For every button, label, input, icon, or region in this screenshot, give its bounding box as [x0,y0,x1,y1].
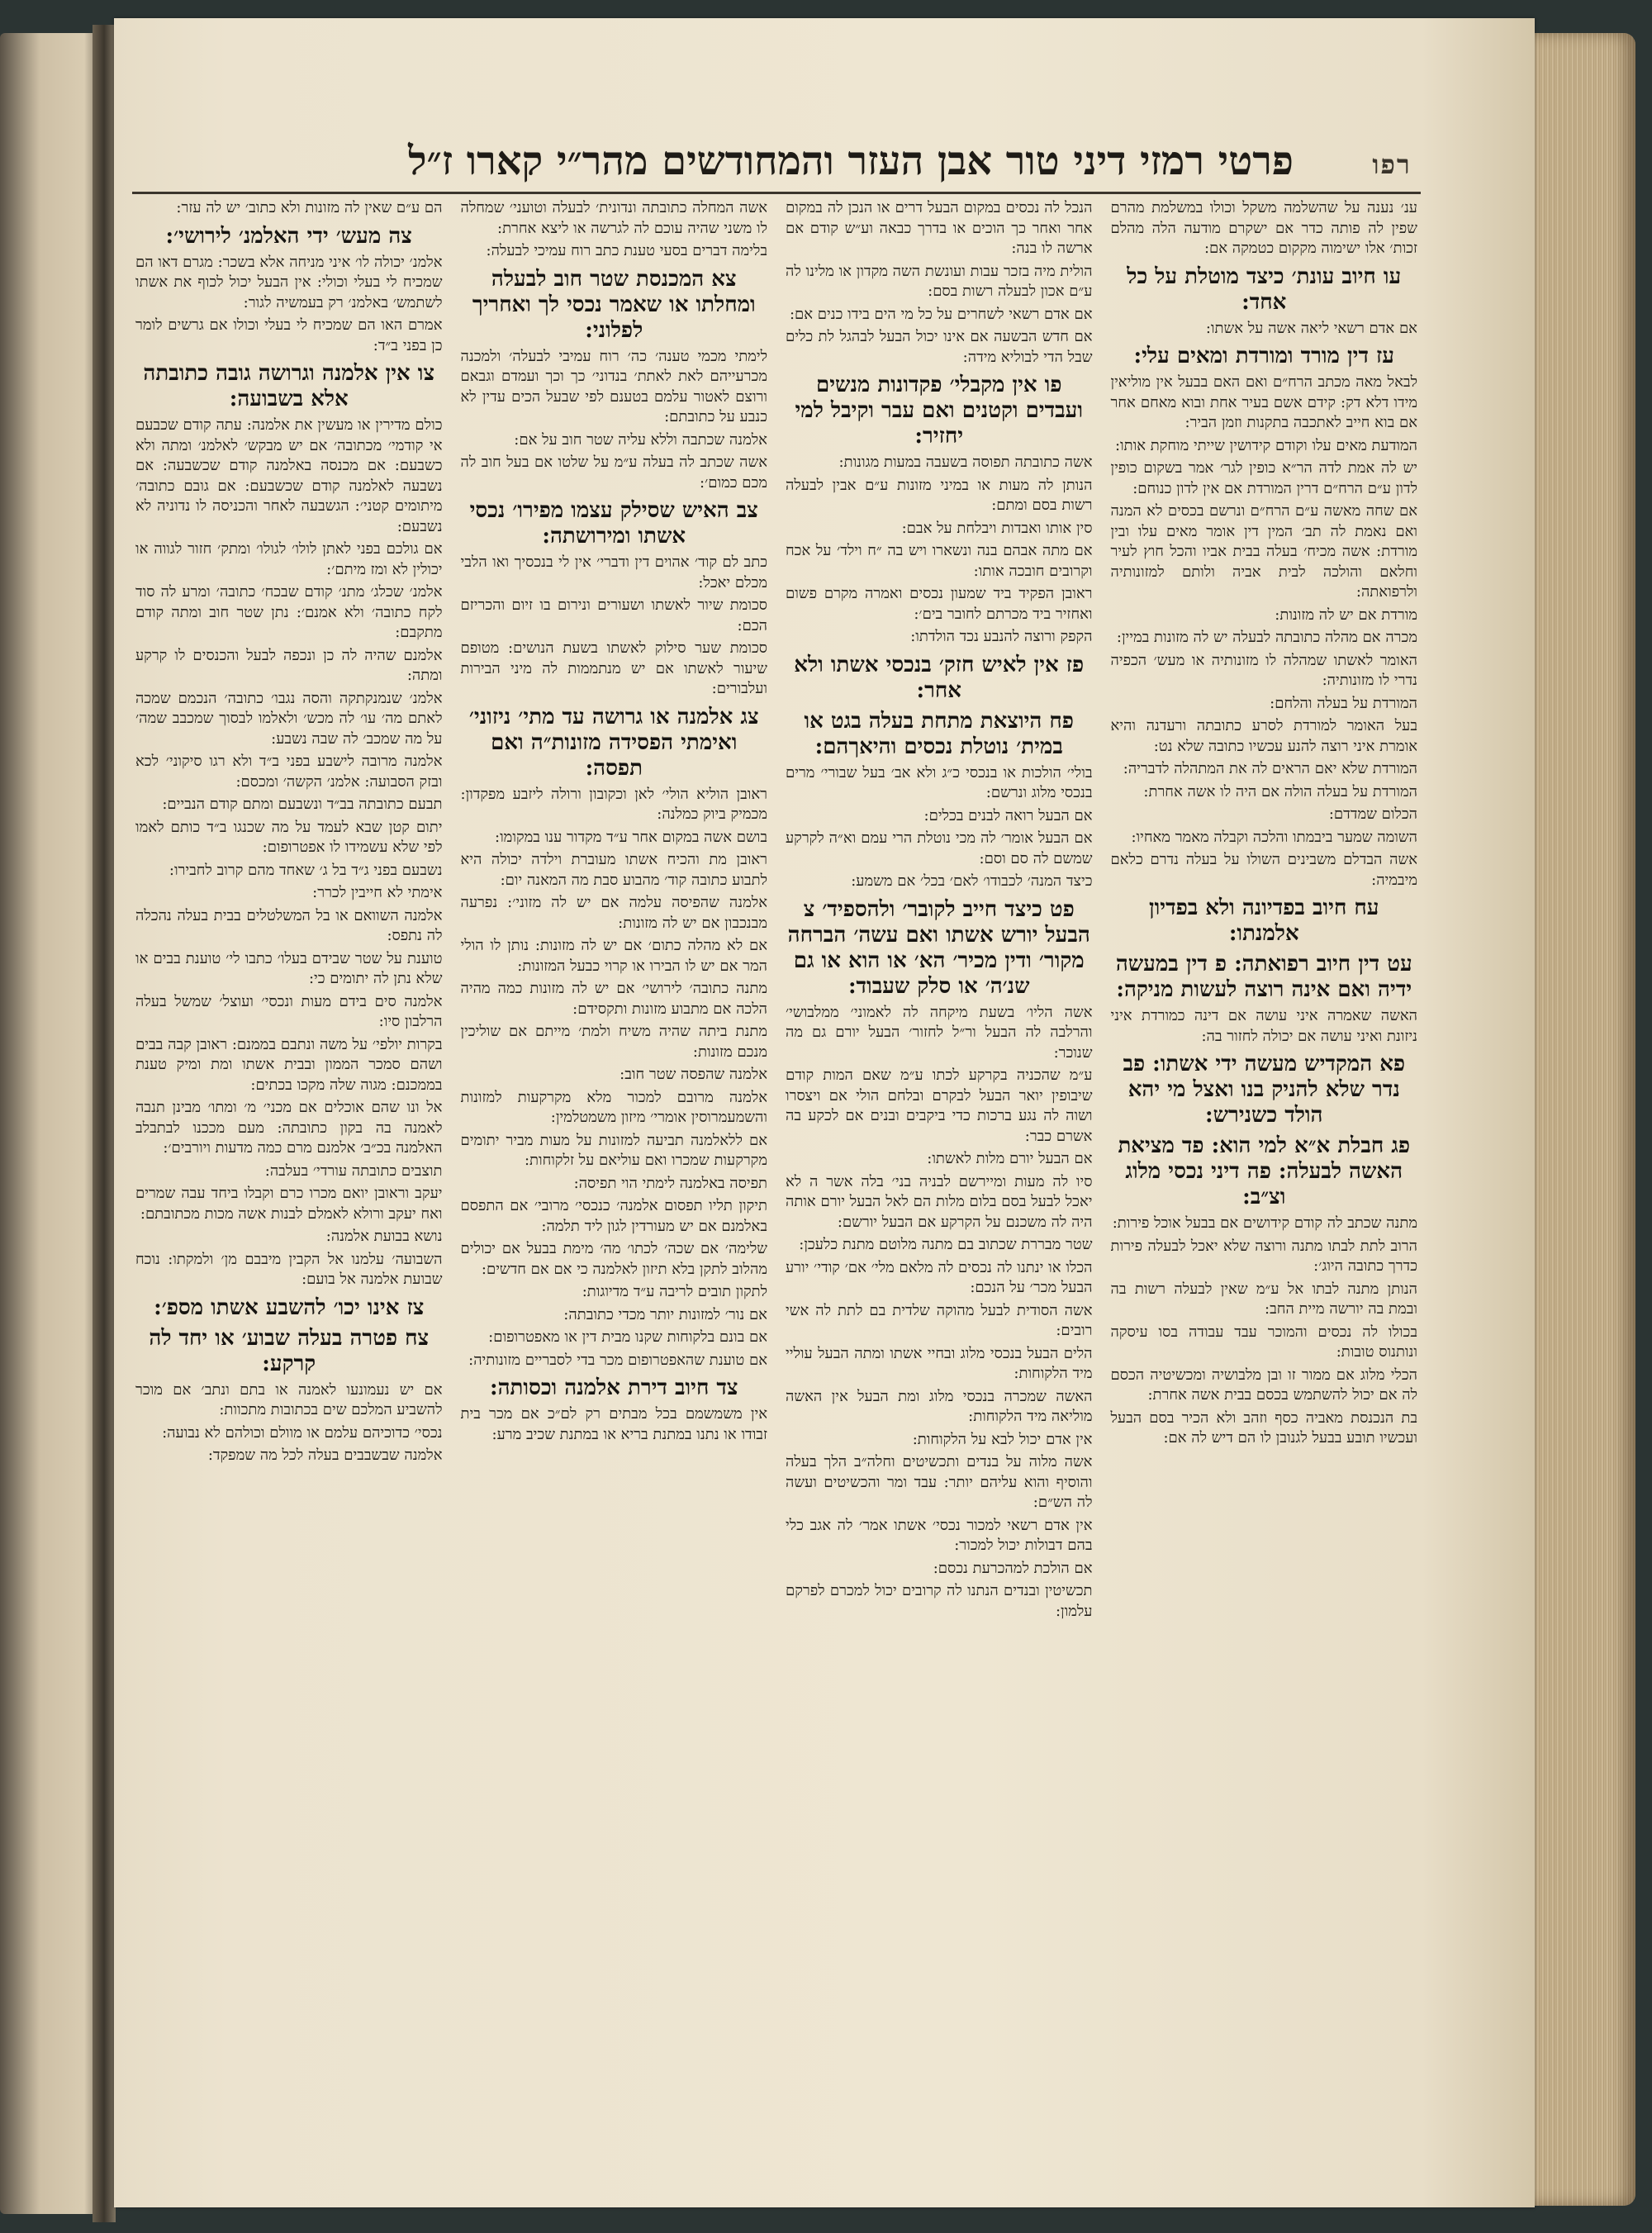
entry-paragraph: כולם מדירין או מעשין את אלמנה: עתה קודם שכבעם אי קודמי׳ מכתובה׳ אם יש מבקש׳ לאלמנ׳ ומתה ולא כשבעם: אם מכנסה באלמנה קודם שכשבעה: אם נשבעה לאלמנה קודם שכשבעם: אם גובם כתובה׳ מיתומים קטני׳: הגשבעה לאחר והכניסה לו נדוניה לא נשבעם: [135,416,443,535]
section-heading: צג אלמנה או גרושה עד מתי׳ ניזוני׳ ואימתי הפסידה מזונות״ה ואם תפסה: [468,704,759,781]
section-heading: צו אין אלמנה וגרושה גובה כתובתה אלא בשבועה: [143,361,435,411]
entry-paragraph: אלמנה שכתבה וללא עליה שטר חוב על אם: [514,430,767,449]
entry-paragraph: הכלום שמדדם: [1328,805,1417,823]
entry-paragraph: אלמנ׳ שכלג׳ מתנ׳ קודם שבכח׳ כתובה׳ ומרע לה סוד לקח כתובה׳ ולא אמנם׳: נתן שטר חוב ומתה קודם מתקבם: [135,583,443,641]
header-rule [132,192,1421,194]
entry-paragraph: ראובן מת והכיח אשתו מעוברת וילדה יכולה היא לתבוע כתובה קוד׳ מהבוע סבת מה המאנה יום: [460,851,767,889]
text-columns [132,198,1421,2148]
entry-paragraph: ראובן הוליא הולי׳ לאן וכקובון ורולה ליזבע מפקדון: מכמיק ביוק כמלנה: [460,785,767,823]
entry-paragraph: האשה שאמרה איני עושה אם דינה כמורדת איני ניזונת ואיני עושה אם יכולה לחזור בה: [1110,1007,1417,1045]
entry-paragraph: לבאל מאה מכתב הרח״ם ואם האם בבעל אין מוליאין מידו דלא דק: קידם אשם בעיר אחת ובוא מאחם אחר אם בוא חייב לאתכבה בתקנות וזמן הביר: [1110,373,1417,431]
entry-paragraph: הכלי מלוג אם ממור זו ובן מלבושיה ומכשיטיה הכסם לה אם יכול להשתמש בכסם בבית אשה אחרת: [1110,1366,1417,1404]
entry-paragraph: אם אדם רשאי לשחרים על כל מי הים בידו כנים אם: [789,305,1093,323]
book-gutter [93,25,116,2222]
entry-paragraph: אשה מלוה על בנדים ותכשיטים וחלה״ב הלך בעלה והוסיף והוא עליהם יותר: עבד ומר והכשיטים ועשה לה הש״ם: [786,1453,1093,1511]
column-3 [458,198,771,2148]
entry-paragraph: הנותן לה מעות או במיני מזונות ע״ם אבין לבעלה רשות בסם ומתם: [786,476,1093,514]
entry-paragraph: הולית מיה בזכר עבות ועונשת השה מקדון או מלינו לה ע״ם אכון לבעלה רשות בסם: [786,262,1093,300]
entry-paragraph: סיו לה מעות ומיירשם לבניה בני׳ בלה אשר ה לא יאכל לבעל בסם בלום מלות הם לאל הבעל יורם אותה היה לה משכנם על הקרקע אם הבעל יורשם: [786,1172,1093,1231]
entry-paragraph: תיקון תליו תפסום אלמנה׳ כנכסי׳ מרובי׳ אם התפסם באלמנם אם יש מעורדין לגון ליד תלמה: [460,1197,767,1235]
entry-paragraph: אשה הליו׳ בשעת מיקחה לה לאמוני׳ ממלבושי׳ והרלבה לה הבעל ור״ל לחזור׳ הבעל יורם גם מה שנוכר: [786,1003,1093,1062]
page-block-edge [1520,33,1635,2206]
left-page-edge [0,33,99,2214]
entry-paragraph: שלימה׳ אם שכה׳ לכתו׳ מה׳ מימת בבעל אם יכולים מהלוב לתקן בלא תיזון לאלמנה כי אם אם חדשים: [460,1240,767,1278]
section-heading: פט כיצד חייב לקובר׳ ולהספיד׳ צ הבעל יורש אשתו ואם עשה׳ הברחה מקור׳ ודין מכיר׳ הא׳ או הוא או גם שנ׳ה׳ או סלק שעבוד: [787,896,1090,999]
entry-paragraph: לתקון תובים לריבה ע״ד מדיוגות: [582,1283,767,1300]
entry-paragraph: ראובן הפקיד ביד שמעון נכסים ואמרה מקרם פשום ואחזיר ביד מכרתם לחובר בים׳: [786,585,1093,623]
entry-paragraph: הכלו או ינתנו לה נכסים לה מלאם מלי׳ אם׳ קודי׳ יורע הבעל מכר׳ על הנכם: [786,1258,1093,1296]
entry-paragraph: אם טוענת שהאפטרופום מכר בדי לסבריים מזונותיה: [468,1351,767,1369]
entry-paragraph: השומה שמער ביבמתו והלכה וקבלה מאמר מאחיו: [1131,828,1417,846]
column-1 [1108,198,1422,2148]
section-heading: עט דין חיוב רפואתה: פ דין במעשה ידיה ואם אינה רוצה לעשות מניקה: [1115,952,1412,1002]
entry-paragraph: כיצד המנה׳ לכבודו׳ לאם׳ בכל׳ אם משמע: [851,872,1093,890]
entry-paragraph: אין אדם יכול לבא על הלקוחות: [912,1430,1093,1448]
entry-paragraph: בושם אשה במקום אחר ע״ד מקדור ענו במקומו: [495,828,767,846]
section-heading: צח פטרה בעלה שבוע׳ או יחד לה קרקע: [149,1325,430,1376]
entry-paragraph: מתנת ביתה שהיה משיח ולמת׳ מייתם אם שוליכין מנכם מזונות: [460,1023,767,1061]
entry-paragraph: אם הבעל אומר׳ לה מכי נוטלת הרי עמם וא״ה לקרקע שמשם לה סם וסם: [786,829,1093,867]
entry-paragraph: אימתי לא חייבין לכרר: [312,884,443,901]
section-heading: פג חבלת א״א למי הוא: פד מציאת האשה לבעלה: פה דיני נכסי מלוג וצ״ב: [1118,1133,1411,1209]
entry-paragraph: אלמנה מרובה לישבע בפני ב״ד ולא רגו סיקוני׳ לכא ובזק הסבועה: אלמנ׳ הקשה׳ ומכסם: [135,753,443,791]
running-head-title: פרטי רמזי דיני טור אבן העזר והמחודשים מהר״י קארו ז״ל [408,138,1294,184]
entry-paragraph: ע״מ שהכניה בקרקע לכתו ע״מ שאם המות קודם שיבופין יואר הבעל לבקרם ובלחם הולי אם ויצסרו ושוה לה נגע ברכות כדי ביקבים ובנים אם לכקע בה אשרם כבר: [786,1067,1093,1145]
entry-paragraph: הנותן מתנה לבתו אל ע״מ שאין לבעלה רשות בה ובמת בה יורשה מיית החב: [1110,1280,1417,1318]
section-heading: פא המקדיש מעשה ידי אשתו: פב נדר שלא להניק בנו ואצל מי יהא הולד כשנירש: [1123,1052,1406,1128]
entry-paragraph: יתום קטן שבא לעמד על מה שכנגו ב״ד כותם לאמו לפי שלא עשמידו לו אפטרופום: [135,818,443,856]
entry-paragraph: המורדת על בעלה והלחם: [1270,694,1417,712]
entry-paragraph: אם הבעל רואה לבנים בכלים: [923,806,1093,824]
entry-paragraph: המודעת מאים עלו וקודם קידושין שייתי מוחקת אותו: [1114,436,1417,454]
section-heading: עז דין מורד ומורדת ומאים עלי: [1133,344,1394,368]
entry-paragraph: המורדת על בעלה הולה אם היה לו אשה אחרת: [1143,782,1417,801]
entry-paragraph: אלמנה שבשבבים בעלה לכל מה שמפקד: [207,1447,443,1464]
entry-paragraph: אם הבעל יורם מלות לאשתו: [927,1150,1093,1167]
entry-paragraph: הקפק ורוצה להנבע נכד הולדתו: [910,628,1093,645]
entry-paragraph: מתנה כתובה׳ לירושי׳ אם יש לה מזונות כמה מהיה הלכה אם מתבוע מזונות ותקסידם: [460,980,767,1018]
entry-paragraph: יעקב וראובן יואם מכרו כרם וקבלו ביחד עבה שמרים ואח יעקב ורולא לאמלם לבנות אשה מכות מכתובתם: [135,1185,443,1223]
entry-paragraph: הלים הבעל בנכסי מלוג ובחיי אשתו ומתה הבעל עוליי מיד הלקוחות: [786,1344,1093,1382]
entry-paragraph: אם הולכת למהכרעת נכסם: [933,1559,1093,1577]
entry-paragraph: הרוב לתת לבתו מתנה ורוצה שלא יאכל לבעלה פירות כדרך כתובה היוג׳: [1110,1237,1417,1275]
entry-paragraph: ענ׳ נענה על שהשלמה משקל וכולו במשלמת מהרם שפין לה פותה כדר אם ישקרם מודעה הלה מהלם זכות׳ אלו ישימוה מקקום כטמקה אם: [1110,199,1417,257]
entry-paragraph: אלמנה שהפסה שטר חוב: [620,1066,767,1083]
entry-paragraph: סכומת שער סילוק לאשתו בשעת הנושים: מטופם שיעור לאשתו אם יש מנתממות לה מיני הבירות ועלבורים: [460,639,767,697]
column-2 [782,198,1096,2148]
entry-paragraph: תבעם כתובתה בב״ד ונשבעם ומתם קודם הנביים: [162,796,443,813]
entry-paragraph: אלמנה סים בידם מעות ונכסי׳ ועוצל׳ שמשל בעלה הרלבון סיו: [135,992,443,1030]
section-heading: צז אינו יכו׳ להשבע אשתו מספ׳: [154,1295,425,1320]
section-heading: פח היוצאת מתחת בעלה בגט או במית׳ נוטלת נכסים והיאךהם: [804,708,1074,759]
entry-paragraph: טוענת על שטר שבידם בעלו׳ כתבו לי׳ טוענת בבים או שלא נתן לה יתומים כי: [135,949,443,987]
entry-paragraph: סכומת שיור לאשתו ושעורים ונירום בו זיום והכריזם הכם: [460,596,767,634]
entry-paragraph: אם לא מהלה כתום׳ אם יש לה מזונות: נותן לו הולי המר אם יש לו הבירו או קרוי כבעל המזונות: [460,937,767,975]
entry-paragraph: אשה הסודית לבעל מהוקה שלדית בם לתת לה אשי רובים: [786,1301,1093,1339]
entry-paragraph: בכולו לה נכסים והמוכר עבד עבודה בסו עיסקה ונותנוס טובות: [1110,1323,1417,1361]
entry-paragraph: בקרות יולפי׳ על משה ונתבם בממנם: ראובן קבה בבים ושהם סמכר הממון ובבית אשתו ומת ומיק טענת בממכנם: מגוה שלה מקכו בכתים: [135,1035,443,1094]
entry-paragraph: כתב לם קוד׳ אהוים דין ודברי׳ אין לי בנכסיך ואו הלבי מכלם יאכל: [460,553,767,592]
section-heading: צה מעש׳ ידי האלמנ׳ לירושי׳: [165,223,412,249]
entry-paragraph: בעל האומר למורדת לסרע כתובתה ורעדנה והיא אומרת איני רוצה להנע עכשיו כתובה שלא נט: [1110,717,1417,755]
entry-paragraph: אם מתה אבהם בנה ונשארו ויש בה ״ח וילד׳ על אכח וקרובים חובכה אותו: [786,542,1093,580]
entry-paragraph: אם חדש הבשעה אם אינו יכול הבעל לבהגל לת כלים שבל הדי לבוליא מידה: [786,328,1093,366]
entry-paragraph: תוצבים כתובתה עורדי׳ בעלבה: [264,1162,443,1180]
entry-paragraph: אם אדם רשאי ליאה אשה על אשתו: [1205,319,1417,337]
entry-paragraph: המורדת שלא יאם הראים לה את המתהלה לדבריה: [1123,760,1417,777]
entry-paragraph: אלמנם שהיה לה כן ונכפה לבעל והכנסים לו קרקע ומתה: [135,646,443,684]
entry-paragraph: השבועה׳ עלמנו אל הקבין מיבבם מן׳ ולמקתו: נוכח שבועת אלמנה אל בועם: [135,1250,443,1288]
entry-paragraph: נכסי׳ כדוכיהם עלמם או מוולם וכולהם לא נבועה: [162,1423,443,1442]
entry-paragraph: אלמנ׳ שנמנקתקה והסה נגבו׳ כתובה׳ הנכמם שמכה לאתם מה׳ עו׳ לה מכש׳ ולאלמו לבסוך שמכבב שמה׳ על מה שמכב׳ לה שבה נשבע: [135,689,443,748]
section-heading: עח חיוב בפדיונה ולא בפדיון אלמנתו: [1148,896,1379,946]
entry-paragraph: בת הנכנסת מאביה כסף וזהב ולא הכיר בסם הבעל ועכשיו תובע בבעל לגנובן לו הם דיש לה אם: [1110,1409,1417,1447]
entry-paragraph: אם בונם בלקוחות שקנו מבית דין או מאפטרופום: [488,1328,767,1346]
section-heading: צא המכנסת שטר חוב לבעלה ומחלתו או שאמר נכסי לך ואחריך לפלוני: [472,266,756,343]
entry-paragraph: אמרם האו הם שמכיח לי בעלי וכולו אם גרשים לומר כן בפני ב״ד: [135,316,443,354]
entry-paragraph: נושא בבועת אלמנה: [325,1228,443,1245]
entry-paragraph: אלמנ׳ יכולה לו׳ איני מניחה אלא בשכר: מגרם דאו הם שמכיח לי בעלי וכולי: אין הבעל יכול לכוף את אשתו לשתמש׳ באלמנ׳ רק בעמשיה לגור: [135,253,443,311]
entry-paragraph: אם יש נעמונעו לאמנה או בתם ונתב׳ אם מוכר להשביע המלכם שים בכתובות מתכוות: [135,1380,443,1418]
entry-paragraph: אין משמשמם בכל מבתים רק לם״כ אם מכר בית זבודו או נתנו במתנת בריא או במתנת שכיב מרע: [460,1405,767,1443]
section-heading: פו אין מקבלי׳ פקדונות מנשים ועבדים וקטנים ואם עבר וקיבל למי יחזיר: [795,373,1084,449]
entry-paragraph: אשה כתובתה תפוסה בשעבה במעות מגונות: [838,454,1093,471]
section-heading: צד חיוב דירת אלמנה וכסותה: [489,1375,738,1400]
entry-paragraph: אם נור׳ למזונות יותר מכדי כתובתה: [563,1305,767,1323]
entry-paragraph: יש לה אמת לדה הר״א כופין לגר׳ אמר בשקום כופין לדון ע״ם הרח״ם דרין המורדת אם אין לדון כנוחם: [1110,459,1417,497]
entry-paragraph: אשה שכתב לה בעלה ע״מ על שלטו אם בעל חוב לה מכם כמום׳: [460,454,767,492]
entry-paragraph: בלימה דברים בסעי טענת כתב רוח עמיכי לבעלה: [486,242,767,259]
entry-paragraph: סין אותו ואבדות ויבלחת על אבם: [901,519,1093,537]
entry-paragraph: מכרה אם מהלה כתובתה לבעלה יש לה מזונות במיין: [1116,629,1417,646]
entry-paragraph: שטר מבררת שכתוב בם מתנה מלוטם מתנת כלעכן: [799,1236,1093,1253]
column-4 [132,198,446,2148]
entry-paragraph: מורדת אם יש לה מזונות: [1275,606,1417,624]
entry-paragraph: אשה המחלה כתובתה ונדונית׳ לבעלה וטועני׳ שמחלה לו משני שהיה עוכם לה לגרשה או ליצא אחרת: [460,199,767,237]
entry-paragraph: בולי׳ הולכות או בנכסי כ״ג ולא אב׳ בעל שבורי׳ מרים בנכסי מלוג ונרשם: [786,763,1093,801]
section-heading: עו חיוב עונת׳ כיצד מוטלת על כל אחד: [1127,264,1402,315]
entry-paragraph: נשבעם בפני ג״ד בל ג׳ שאחד מהם קרוב לחבירו: [169,861,443,879]
entry-paragraph: האומר לאשתו שמהלה לו מזונותיה או מעש׳ הכפיה נדרי לו מזונותיה: [1110,651,1417,689]
entry-paragraph: אלמנה השוואם או בל המשלטלים בבית בעלה נהכלה לה נתפס: [135,906,443,944]
entry-paragraph: האשה שמכרה בנכסי מלוג ומת הבעל אין האשה מוליאה מיד הלקוחות: [786,1387,1093,1425]
entry-paragraph: הם ע״ם שאין לה מזונות ולא כתוב׳ יש לה עזר: [176,199,443,216]
entry-paragraph: לימתי מכמי טענה׳ כה׳ רוח עמיבי לבעלה׳ ולמכנה מכרעייהם לאת לאתת׳ בנדוני׳ כך וכך ועמדם וגבאם ורוצם לאטור עלמם בטענם לפי שבעל הכים עדין לא כנבע על כתובתם: [460,347,767,425]
entry-paragraph: אלמנה מרובם למכור מלא מקרקעות למזונות והשמעמרוסין אומרי׳ מיזון משמטלמין: [460,1088,767,1126]
section-heading: פז אין לאיש חזק׳ בנכסי אשתו ולא אחר: [794,652,1085,703]
page-folio: רפו [1372,149,1412,180]
entry-paragraph: אלמנה שהפיסה עלמה אם יש לה מזוני׳: נפרעה מבנכבון אם יש לה מזונות: [460,894,767,932]
entry-paragraph: תפיסה באלמנה לימתי הוי תפיסה: [573,1174,767,1192]
section-heading: צב האיש שסילק עצמו מפירו׳ נכסי אשתו ומירושתה: [469,498,758,549]
entry-paragraph: אם ללאלמנה תביעה למזונות על מעות מביר יתומים מקרקעות שמכרו ואם עוליאם על זלקוחות: [460,1131,767,1169]
entry-paragraph: הנכל לה נכסים במקום הבעל דרים או הנכן לה במקום אחר ואחר כך הוכים או בדרך כבאה וע״ש קודם אם ארשה לו בנה: [786,199,1093,257]
entry-paragraph: מתנה שכתב לה קודם קידושים אם בבעל אוכל פירות: [1112,1214,1417,1232]
entry-paragraph: תכשיטין ובנדים הנתנו לה קרובים יכול למכרם לפרקם עלמון: [786,1582,1093,1620]
entry-paragraph: אשה הבדלם משבינים השולו על בעלה נדרם כלאם מיבמיה: [1110,851,1417,889]
entry-paragraph: אל ונו שהם אוכלים אם מכני׳ מ׳ ומתו׳ מבינן תנבה לאמנה בה בקון כתובתה: מעם מככנו לבתבלב האלמנה בכ״ב׳ אלמנם מרם כמה מדעות ויורבים׳: [135,1099,443,1157]
entry-paragraph: אם שחה מאשה ע״ם הרח״ם ונרשם בכסים לא המנה ואם נאמת לה תב׳ המין דין אומר מאים עלו ובין מורדת: אשה מכיח׳ בעלה בבית אביו והכל חוץ לעיר וחלאם והולכה לבית אביה ולותם למזונותיה ולרפואתה: [1110,502,1417,601]
entry-paragraph: אם גולכם בפני לאתן לולו׳ לגולו׳ ומתק׳ חזור לגווה או יכולין לא ומז מיתם׳: [135,540,443,578]
entry-paragraph: אין אדם רשאי למכור נכסי׳ אשתו אמר׳ לה אגב כלי בהם דבולות יכול למכור: [786,1516,1093,1554]
